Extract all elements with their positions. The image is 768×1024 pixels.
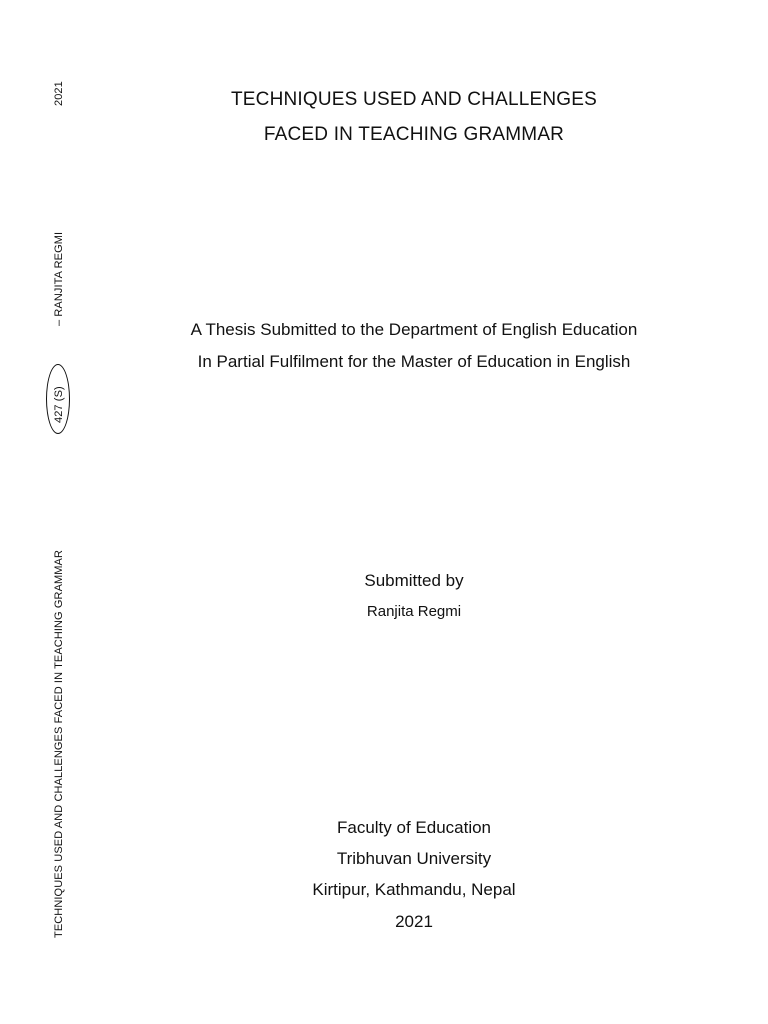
document-title-line-2: FACED IN TEACHING GRAMMAR — [263, 124, 565, 145]
university-name: Tribhuvan University — [336, 849, 492, 868]
faculty-name: Faculty of Education — [336, 818, 492, 837]
spine-code: 427 (S) — [53, 386, 65, 423]
spine-title: TECHNIQUES USED AND CHALLENGES FACED IN TEACHING GRAMMAR — [53, 549, 65, 938]
thesis-statement-line-2: In Partial Fulfilment for the Master of Education in English — [197, 352, 631, 371]
spine-year: 2021 — [53, 81, 65, 106]
submitted-by-label: Submitted by — [364, 571, 464, 590]
spine-author: – RANJITA REGMI — [53, 231, 65, 326]
location: Kirtipur, Kathmandu, Nepal — [312, 880, 516, 899]
submission-year: 2021 — [395, 912, 433, 931]
author-name: Ranjita Regmi — [366, 603, 462, 620]
document-title-line-1: TECHNIQUES USED AND CHALLENGES — [230, 89, 598, 110]
thesis-statement-line-1: A Thesis Submitted to the Department of English Education — [190, 320, 638, 339]
